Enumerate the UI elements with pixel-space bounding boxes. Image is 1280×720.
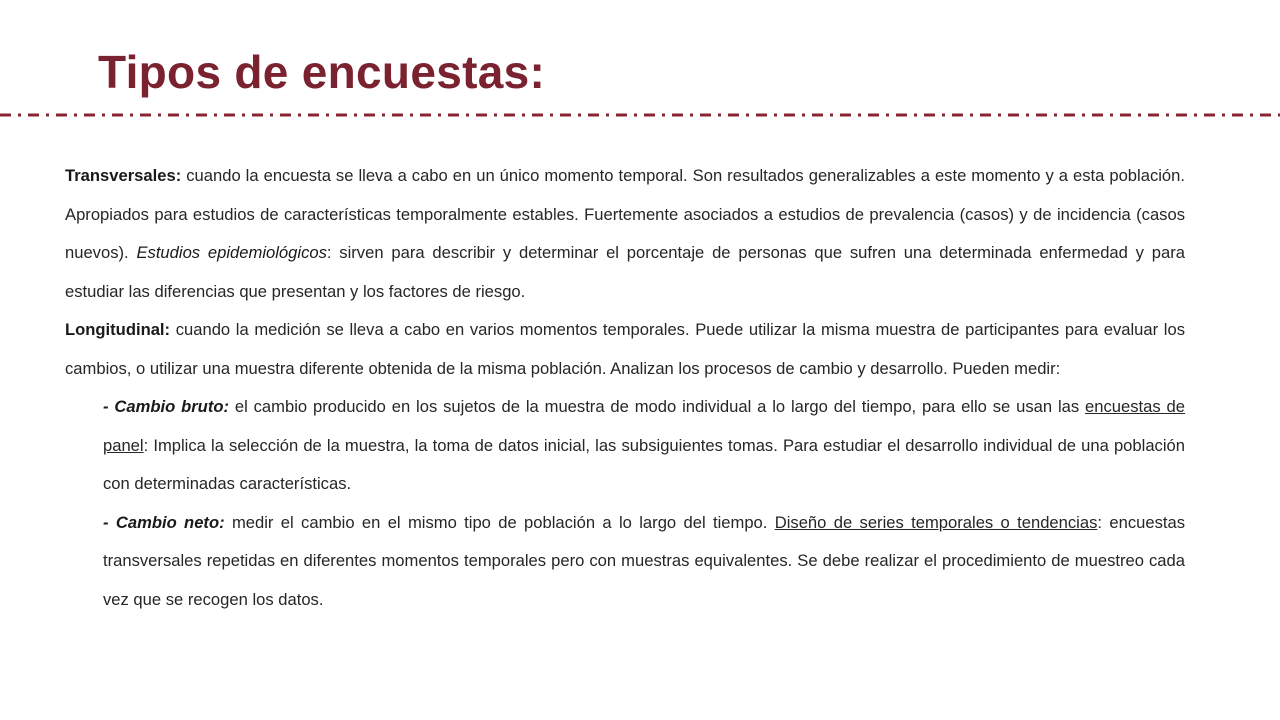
slide-body	[65, 157, 1185, 619]
cambio-neto-text-1: medir el cambio en el mismo tipo de población a lo largo del tiempo.	[224, 512, 775, 532]
paragraph-transversales	[65, 157, 1185, 311]
term-longitudinal: Longitudinal:	[65, 320, 171, 339]
term-transversales: Transversales:	[65, 166, 182, 185]
series-temporales-term: Diseño de series temporales o tendencias	[774, 512, 1098, 532]
transversales-text-2: : sirven para describir y determinar el porcentaje de personas que sufren una determinada enfermedad y para estudiar las diferencias que presentan y los factores de riesgo.	[65, 243, 1185, 301]
paragraph-cambio-neto	[65, 504, 1185, 620]
term-cambio-bruto: - Cambio bruto:	[103, 397, 230, 416]
estudios-epidemiologicos-term: Estudios epidemiológicos	[136, 243, 327, 262]
cambio-bruto-text-1: el cambio producido en los sujetos de la muestra de modo individual a lo largo del tiempo, para ello se usan las	[229, 397, 1086, 416]
cambio-neto-text-2: : encuestas transversales repetidas en diferentes momentos temporales pero con muestras equivalentes. Se debe realizar el procedimiento de muestreo cada vez que se recogen los datos.	[103, 512, 1186, 609]
page-title: Tipos de encuestas:	[98, 46, 546, 98]
dash-dot-divider	[0, 112, 1280, 118]
paragraph-cambio-bruto	[65, 388, 1185, 504]
term-cambio-neto: - Cambio neto:	[103, 512, 225, 532]
encuestas-de-panel-term: encuestas de panel	[103, 397, 1186, 455]
cambio-bruto-text-2: : Implica la selección de la muestra, la toma de datos inicial, las subsiguientes tomas. Para estudiar el desarrollo individual de una población con determinadas características.	[103, 435, 1185, 493]
paragraph-longitudinal	[65, 311, 1185, 388]
longitudinal-text: cuando la medición se lleva a cabo en varios momentos temporales. Puede utilizar la misma muestra de participantes para evaluar los cambios, o utilizar una muestra diferente obtenida de la misma población. Analizan los procesos de cambio y desarrollo. Pueden medir:	[65, 320, 1185, 378]
transversales-text-1: cuando la encuesta se lleva a cabo en un único momento temporal. Son resultados generalizables a este momento y a esta población. Apropiados para estudios de características temporalmente estables. Fuertemente asociados a estudios de prevalencia (casos) y de incidencia (casos nuevos).	[65, 166, 1185, 262]
